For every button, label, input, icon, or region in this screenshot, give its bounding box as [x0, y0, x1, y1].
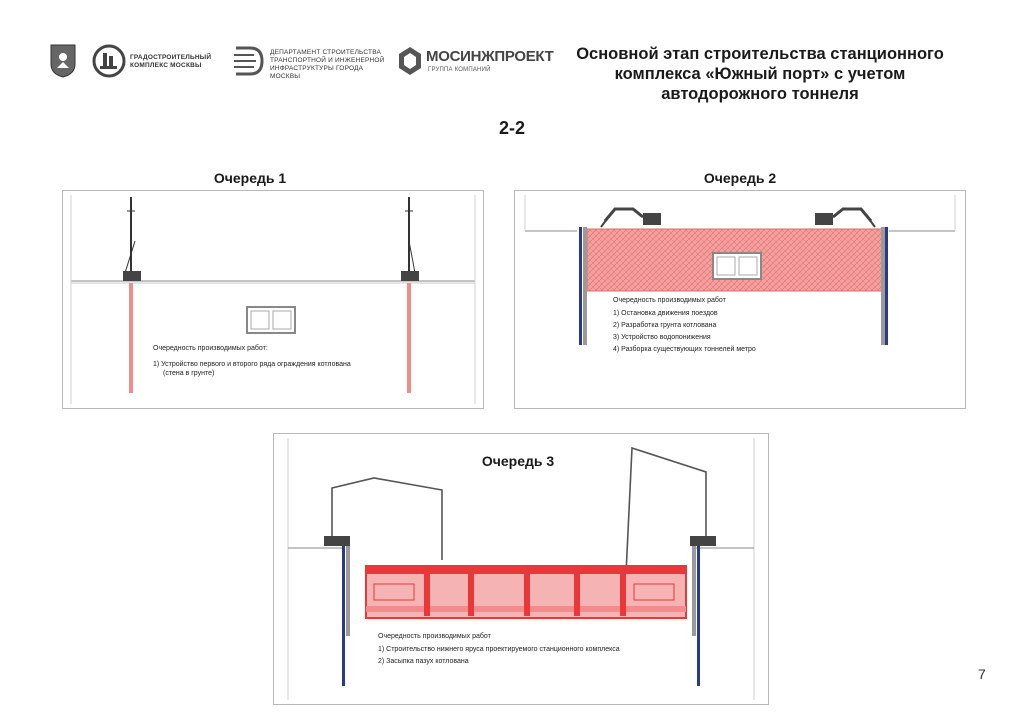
right-drilling-rig [401, 197, 419, 393]
logo-dept-line3: ИНФРАСТРУКТУРЫ ГОРОДА МОСКВЫ [270, 65, 364, 80]
left-excavator [601, 209, 661, 227]
stage-1-work-1: 1) Устройство первого и второго ряда ограждения котлована [153, 361, 351, 368]
right-wall [697, 546, 700, 686]
right-wall-gray [692, 546, 696, 636]
stage-3-work-2: 2) Засыпка пазух котлована [378, 658, 469, 665]
existing-tunnels [247, 307, 295, 333]
stage-2-tunnels [713, 253, 761, 279]
mosinzhproekt-emblem-icon [398, 46, 422, 76]
department-emblem-icon [232, 44, 266, 78]
title-line-1: Основной этап строительства станционного [576, 45, 944, 63]
gradostroitelny-emblem-icon [92, 44, 126, 78]
right-excavator [815, 209, 875, 227]
logo-gk-line1: ГРАДОСТРОИТЕЛЬНЫЙ [130, 54, 212, 61]
stage-2-work-2: 2) Разработка грунта котлована [613, 322, 717, 329]
logo-department [232, 44, 392, 78]
left-wall-gray [583, 227, 587, 345]
stage-2-work-1: 1) Остановка движения поездов [613, 310, 718, 317]
stage-1-label: Очередь 1 [213, 170, 287, 186]
stage-1-drawing [63, 191, 483, 408]
logo-moscow [50, 44, 76, 78]
stage-3-panel [273, 433, 769, 705]
stage-1-work-2: (стена в грунте) [163, 370, 215, 377]
stage-2-panel [514, 190, 966, 409]
logo-mosinzh-name: МОСИНЖПРОЕКТ [426, 48, 554, 65]
stage-1-panel [62, 190, 484, 409]
right-slurry-wall [407, 283, 411, 393]
logo-gk-line2: КОМПЛЕКС МОСКВЫ [130, 62, 202, 69]
logo-dept-line1: ДЕПАРТАМЕНТ СТРОИТЕЛЬСТВА [270, 49, 382, 56]
left-wall [579, 227, 582, 345]
left-drilling-rig [123, 197, 141, 393]
title-line-3: автодорожного тоннеля [661, 85, 859, 103]
stage-3-label: Очередь 3 [481, 453, 555, 469]
left-slurry-wall [129, 283, 133, 393]
station-structure [366, 566, 686, 618]
slide-title [540, 44, 980, 104]
section-label: 2-2 [498, 118, 525, 138]
left-wall-gray [346, 546, 350, 636]
logo-mosinzhproekt [398, 44, 554, 78]
stage-2-label: Очередь 2 [703, 170, 777, 186]
stage-2-work-3: 3) Устройство водопонижения [613, 334, 711, 341]
right-wall-gray [881, 227, 885, 345]
logo-mosinzh-sub: ГРУППА КОМПАНИЙ [428, 67, 491, 73]
stage-3-drawing [274, 434, 768, 704]
stage-3-work-1: 1) Строительство нижнего яруса проектируемого станционного комплекса [378, 646, 620, 653]
stage-1-works-title: Очередность производимых работ: [153, 345, 268, 352]
left-wall [342, 546, 345, 686]
logo-gradostroitelny [92, 44, 222, 78]
right-wall [885, 227, 888, 345]
stage-2-work-4: 4) Разборка существующих тоннелей метро [613, 346, 756, 353]
stage-2-works-title: Очередность производимых работ [613, 297, 726, 304]
right-concrete-pump [626, 448, 716, 574]
stage-2-drawing [515, 191, 965, 408]
title-line-2: комплекса «Южный порт» с учетом [614, 65, 906, 83]
page-number: 7 [978, 666, 986, 682]
logo-dept-line2: ТРАНСПОРТНОЙ И ИНЖЕНЕРНОЙ [270, 57, 385, 64]
stage-3-works-title: Очередность производимых работ [378, 633, 491, 640]
moscow-coat-of-arms-icon [50, 44, 76, 78]
